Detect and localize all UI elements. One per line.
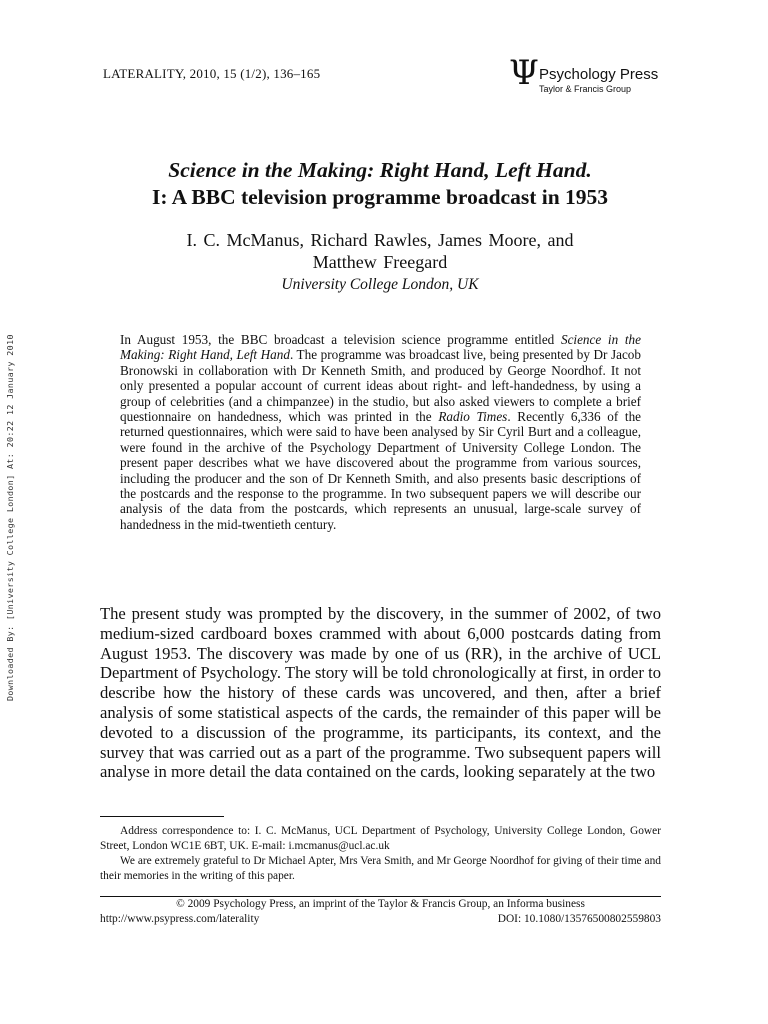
title-line-2: I: A BBC television programme broadcast in 1953 (151, 185, 609, 209)
authors-line-2: Matthew Freegard (312, 252, 448, 272)
abstract-text: . The programme was broadcast live, being presented by Dr Jacob Bronowski in collaboration with Dr Kenneth Smith, and produced by George Noordhof. It not only presented a popular account of current ideas about right- and left-handedness, by using a group of celebrities (and a chimpanzee) in the studio, but also asked viewers to complete a brief questionnaire on handedness, which was printed in the (120, 347, 641, 425)
abstract (120, 332, 641, 532)
acknowledgement-note: We are extremely grateful to Dr Michael Apter, Mrs Vera Smith, and Mr George Noordhof for giving of their time and their memories in the writing of this paper. (100, 855, 661, 882)
publisher-name: Psychology Press (539, 66, 659, 83)
title-line-1: Science in the Making: Right Hand, Left Hand. (168, 158, 592, 182)
authors-line-1: I. C. McManus, Richard Rawles, James Moore, and (186, 230, 574, 250)
journal-url[interactable]: http://www.psypress.com/laterality (100, 913, 260, 925)
footnote-divider (100, 816, 224, 817)
psi-logo-icon: Ψ (509, 53, 539, 93)
programme-title-italic: Science in the Making: Right Hand, Left Hand (120, 332, 641, 363)
abstract-text: In August 1953, the BBC broadcast a television science programme entitled (120, 332, 561, 347)
correspondence-note: Address correspondence to: I. C. McManus, UCL Department of Psychology, University College London, Gower Street, London WC1E 6BT, UK. E-mail: i.mcmanus@ucl.ac.uk (100, 825, 661, 852)
author-list (60, 229, 700, 273)
radio-times-italic: Radio Times (438, 409, 508, 425)
doi: DOI: 10.1080/13576500802559803 (497, 913, 661, 925)
publisher-group: Taylor & Francis Group (539, 84, 632, 94)
affiliation: University College London, UK (281, 276, 479, 293)
footnotes (100, 824, 661, 884)
copyright-notice: © 2009 Psychology Press, an imprint of the Taylor & Francis Group, an Informa business (176, 898, 585, 910)
paper-title (60, 157, 700, 211)
abstract-text: . Recently 6,336 of the returned questionnaires, which were said to have been analysed by Sir Cyril Burt and a colleague, were found in the archive of the Psychology Department of University College London. The present paper describes what we have discovered about the programme from various sources, including the producer and the son of Dr Kenneth Smith, and also presents basic descriptions of the postcards and the response to the programme. In two subsequent papers we will describe our analysis of the data from the postcards, which represents an unusual, large-scale survey of handedness in the mid-twentieth century. (120, 409, 642, 532)
body-paragraph: The present study was prompted by the discovery, in the summer of 2002, of two medium-sized cardboard boxes crammed with about 6,000 postcards dating from August 1953. The discovery was made by one of us (RR), in the archive of UCL Department of Psychology. The story will be told chronologically at first, in order to describe how the history of these cards was uncovered, and then, after a brief analysis of some statistical aspects of the cards, the remainder of this paper will be devoted to a discussion of the programme, its participants, its context, and the survey that was carried out as a part of the programme. Two subsequent papers will analyse in more detail the data contained on the cards, looking separately at the two (100, 604, 661, 782)
download-stamp: Downloaded By: [University College London] At: 20:22 12 January 2010 (5, 334, 15, 701)
journal-citation: LATERALITY, 2010, 15 (1/2), 136–165 (103, 66, 321, 81)
